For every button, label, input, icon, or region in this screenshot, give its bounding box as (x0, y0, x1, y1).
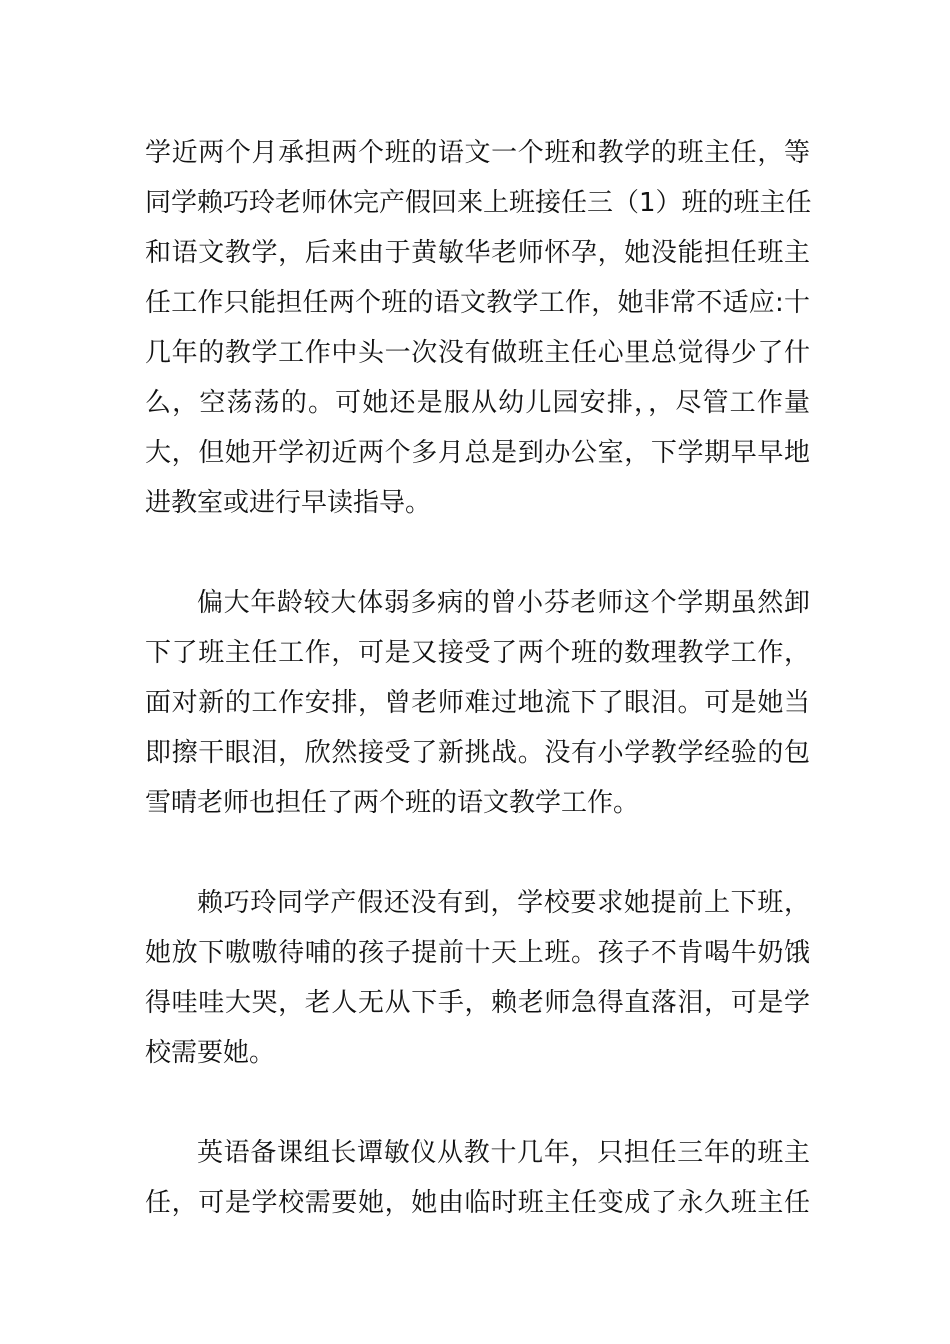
paragraph-2 (145, 578, 810, 828)
text-line: 任工作只能担任两个班的语文教学工作，她非常不适应:十 (145, 288, 810, 318)
text-line: 学近两个月承担两个班的语文一个班和教学的班主任，等 (145, 138, 810, 168)
text-line: 几年的教学工作中头一次没有做班主任心里总觉得少了什 (145, 338, 810, 368)
text-line: 雪晴老师也担任了两个班的语文教学工作。 (145, 788, 640, 818)
paragraph-4 (145, 1128, 810, 1228)
document-page (145, 128, 810, 1278)
paragraph-1 (145, 128, 810, 528)
text-line: 进教室或进行早读指导。 (145, 488, 432, 518)
paragraph-3 (145, 878, 810, 1078)
text-line: 下了班主任工作，可是又接受了两个班的数理教学工作， (145, 638, 810, 668)
text-line: 她放下嗷嗷待哺的孩子提前十天上班。孩子不肯喝牛奶饿 (145, 938, 810, 968)
text-line: 英语备课组长谭敏仪从教十几年，只担任三年的班主 (197, 1138, 810, 1168)
text-line: 任，可是学校需要她，她由临时班主任变成了永久班主任 (145, 1188, 810, 1218)
text-line: 偏大年龄较大体弱多病的曾小芬老师这个学期虽然卸 (197, 588, 810, 618)
text-line: 即擦干眼泪，欣然接受了新挑战。没有小学教学经验的包 (145, 738, 810, 768)
text-line: 校需要她。 (145, 1038, 276, 1068)
text-line: 和语文教学，后来由于黄敏华老师怀孕，她没能担任班主 (145, 238, 810, 268)
text-line: 同学赖巧玲老师休完产假回来上班接任三（1）班的班主任 (145, 188, 812, 218)
text-line: 赖巧玲同学产假还没有到，学校要求她提前上下班， (197, 888, 810, 918)
text-line: 得哇哇大哭，老人无从下手，赖老师急得直落泪，可是学 (145, 988, 810, 1018)
text-line: 面对新的工作安排，曾老师难过地流下了眼泪。可是她当 (145, 688, 810, 718)
text-line: 么，空荡荡的。可她还是服从幼儿园安排，，尽管工作量 (145, 388, 810, 418)
text-line: 大，但她开学初近两个多月总是到办公室，下学期早早地 (145, 438, 810, 468)
